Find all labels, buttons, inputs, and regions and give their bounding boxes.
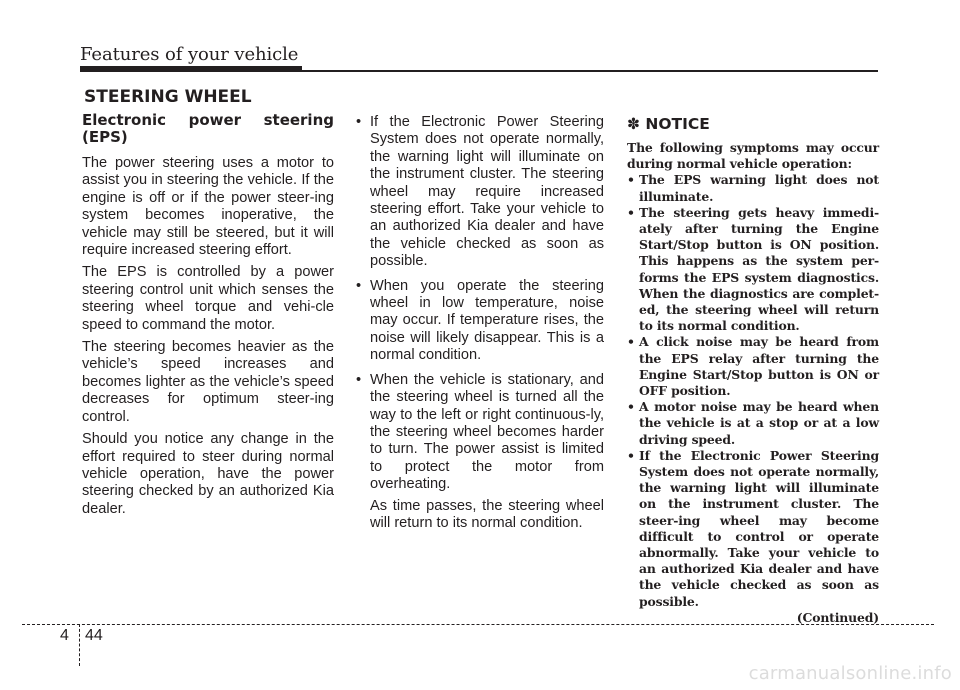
notice-item (627, 205, 879, 335)
notice-item (627, 448, 879, 610)
list-item-text: When you operate the steering wheel in low temperature, noise may occur. If temperature rises, the noise will likely disappear. This is a normal condition. (370, 277, 604, 364)
notice-item-text: The steering gets heavy immedi-ately after turning the Engine Start/Stop button is ON position. This happens as the system per-forms the EPS system diagnostics. When the diagnostics are complet-ed, the steering wheel will return to its normal condition. (639, 204, 879, 334)
list-item (356, 372, 604, 494)
bullet-icon: • (627, 447, 635, 463)
notice-item-text: The EPS warning light does not illuminate. (639, 172, 879, 204)
paragraph: Should you notice any change in the effort required to steer during normal vehicle operation, have the power steering checked by an authorized Kia dealer. (82, 431, 334, 517)
notice-item (627, 334, 879, 399)
bullet-icon: • (356, 277, 362, 294)
middle-column (356, 114, 604, 537)
section-title: STEERING WHEEL (84, 87, 252, 107)
notice-intro: The following symptoms may occur during normal vehicle operation: (627, 140, 879, 172)
notice-title-text: NOTICE (645, 115, 710, 133)
paragraph: The power steering uses a motor to assist you in steering the vehicle. If the engine is off or if the power steer-ing system becomes inoperative, the vehicle may still be steered, but it will require increased steering effort. (82, 155, 334, 259)
continuation-text: As time passes, the steering wheel will return to its normal condition. (370, 497, 604, 531)
bullet-icon: • (627, 172, 635, 188)
bullet-icon: • (627, 334, 635, 350)
notice-item (627, 399, 879, 448)
notice-item (627, 172, 879, 204)
page-number: 44 (85, 627, 103, 644)
notice-item-text: A motor noise may be heard when the vehicle is at a stop or at a low driving speed. (639, 399, 879, 447)
notice-item-text: If the Electronic Power Steering System does not operate normally, the warning light will illuminate on the instrument cluster. The steer-ing wheel may become difficult to control or operate abnormally. Take your vehicle to an authorized Kia dealer and have the vehicle checked as soon as possible. (639, 447, 879, 609)
bullet-icon: • (356, 371, 362, 388)
chapter-number: 4 (60, 627, 69, 644)
bullet-icon: • (627, 204, 635, 220)
paragraph: The steering becomes heavier as the vehicle’s speed increases and becomes lighter as the vehicle’s speed decreases for optimum steer-ing control. (82, 339, 334, 425)
bullet-icon: • (356, 114, 362, 130)
notice-item-text: A click noise may be heard from the EPS relay after turning the Engine Start/Stop button is ON or OFF position. (639, 334, 879, 399)
watermark: carmanualsonline.info (748, 663, 952, 684)
paragraph: The EPS is controlled by a power steering control unit which senses the steering wheel torque and vehi-cle speed to command the motor. (82, 264, 334, 333)
bullet-icon: • (627, 399, 635, 415)
notice-heading (627, 114, 879, 134)
left-column (82, 112, 334, 523)
notice-body (627, 140, 879, 626)
page-header-title: Features of your vehicle (80, 44, 299, 65)
list-item (356, 114, 604, 271)
notice-column (627, 114, 879, 626)
notice-star-icon: ✽ (627, 115, 640, 133)
header-rule (80, 70, 878, 72)
continued-label: (Continued) (796, 609, 879, 625)
footer-divider (79, 624, 80, 666)
list-item (356, 278, 604, 365)
eps-heading: Electronic power steering (EPS) (82, 111, 334, 146)
footer-rule (22, 624, 934, 625)
list-item-text: When the vehicle is stationary, and the steering wheel is turned all the way to the left or right continuous-ly, the steering wheel becomes harder to turn. The power assist is limited to protect the motor from overheating. (370, 371, 604, 493)
list-item-text: If the Electronic Power Steering System does not operate normally, the warning light will illuminate on the instrument cluster. The steering wheel may require increased steering effort. Take your vehicle to an authorized Kia dealer and have the vehicle checked as soon as possible. (370, 114, 604, 270)
